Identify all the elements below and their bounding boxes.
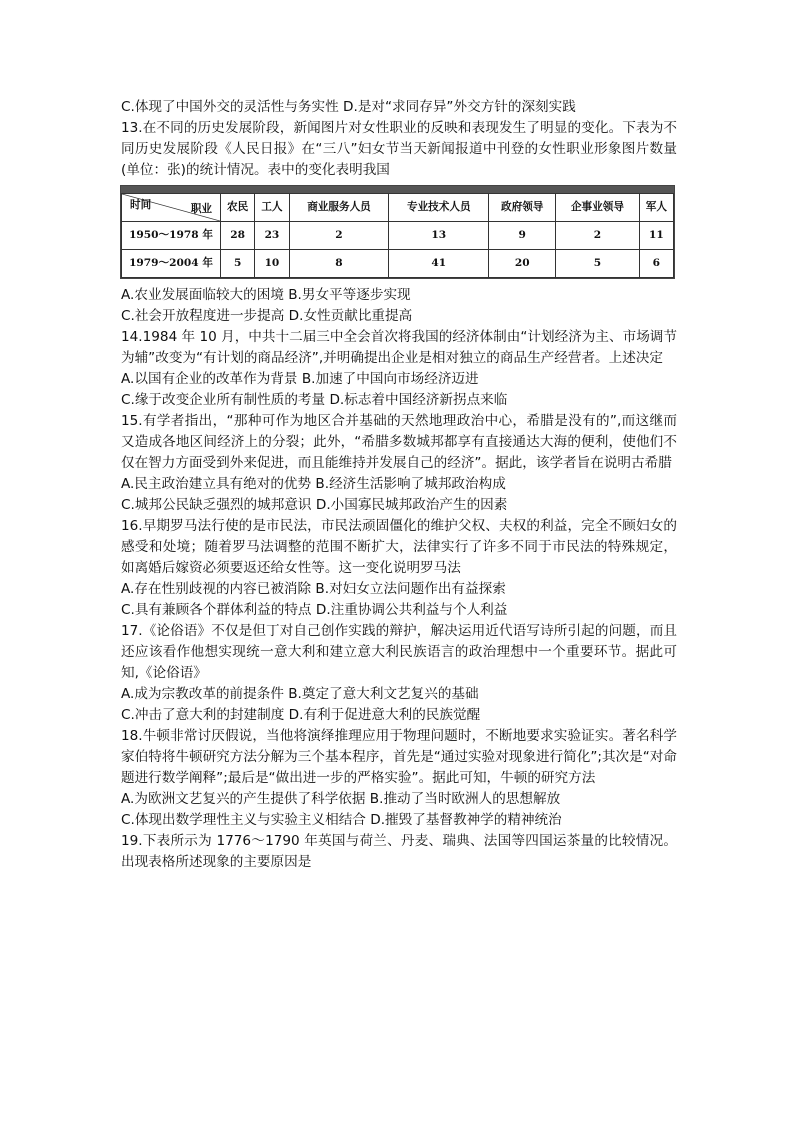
q13-table <box>121 193 674 278</box>
table-cell: 11 <box>639 222 673 250</box>
table-cell: 9 <box>489 222 556 250</box>
q15-options-cd: C.城邦公民缺乏强烈的城邦意识 D.小国寡民城邦政治产生的因素 <box>121 497 508 513</box>
page-content <box>121 97 677 873</box>
q18-options-cd: C.体现出数学理性主义与实验主义相结合 D.摧毁了基督教神学的精神统治 <box>121 812 562 828</box>
q18-options-ab: A.为欧洲文艺复兴的产生提供了科学依据 B.推动了当时欧洲人的思想解放 <box>121 791 561 807</box>
table-cell: 23 <box>255 222 289 250</box>
table-corner-cell <box>122 194 221 222</box>
q14-options-cd: C.缘于改变企业所有制性质的考量 D.标志着中国经济新拐点来临 <box>121 392 508 408</box>
table-cell: 10 <box>255 250 289 278</box>
q16-stem: 16.早期罗马法行使的是市民法，市民法顽固僵化的维护父权、夫权的利益，完全不顾妇女的感受和处境；随着罗马法调整的范围不断扩大，法律实行了许多不同于市民法的特殊规定，如离婚后嫁资必须要返还给女性等。这一变化说明罗马法 <box>121 518 677 576</box>
q14-stem: 14.1984 年 10 月，中共十二届三中全会首次将我国的经济体制由“计划经济为主、市场调节为辅”改变为“有计划的商品经济”,并明确提出企业是相对独立的商品生产经营者。上述决定 <box>121 329 677 366</box>
table-cell: 2 <box>556 222 639 250</box>
q13-options-cd: C.社会开放程度进一步提高 D.女性贡献比重提高 <box>121 308 413 324</box>
table-header: 军人 <box>639 194 673 222</box>
table-cell: 6 <box>639 250 673 278</box>
q13-options-ab: A.农业发展面临较大的困境 B.男女平等逐步实现 <box>121 287 411 303</box>
table-cell: 20 <box>489 250 556 278</box>
table-cell: 5 <box>556 250 639 278</box>
q18-stem: 18.牛顿非常讨厌假说，当他将演绎推理应用于物理问题时，不断地要求实验证实。著名科学家伯特将牛顿研究方法分解为三个基本程序，首先是“通过实验对现象进行简化”;其次是“对命题进行数学阐释”;最后是“做出进一步的严格实验”。据此可知，牛顿的研究方法 <box>121 728 677 786</box>
corner-label-period: 时间 <box>130 199 152 211</box>
q15-stem: 15.有学者指出，“那种可作为地区合并基础的天然地理政治中心，希腊是没有的”,而这继而又造成各地区间经济上的分裂；此外，“希腊多数城邦都享有直接通达大海的便利，使他们不仅在智力方面受到外来促进，而且能维持并发展自己的经济”。据此，该学者旨在说明古希腊 <box>121 413 677 471</box>
q19-stem: 19.下表所示为 1776～1790 年英国与荷兰、丹麦、瑞典、法国等四国运茶量的比较情况。出现表格所述现象的主要原因是 <box>121 833 677 870</box>
q17-stem: 17.《论俗语》不仅是但丁对自己创作实践的辩护，解决运用近代语写诗所引起的问题，而且还应该看作他想实现统一意大利和建立意大利民族语言的政治理想中一个重要环节。据此可知,《论俗语》 <box>121 623 677 681</box>
table-cell: 2 <box>289 222 389 250</box>
q13-stem: 13.在不同的历史发展阶段，新闻图片对女性职业的反映和表现发生了明显的变化。下表为不同历史发展阶段《人民日报》在“三八”妇女节当天新闻报道中刊登的女性职业形象图片数量(单位：张)的统计情况。表中的变化表明我国 <box>121 120 677 178</box>
table-cell: 8 <box>289 250 389 278</box>
table-cell: 28 <box>221 222 255 250</box>
table-cell: 5 <box>221 250 255 278</box>
table-header: 农民 <box>221 194 255 222</box>
table-cell: 13 <box>389 222 489 250</box>
table-row <box>122 222 674 250</box>
table-header: 商业服务人员 <box>289 194 389 222</box>
table-row-period: 1950～1978 年 <box>122 222 221 250</box>
table-header: 专业技术人员 <box>389 194 489 222</box>
q14-options-ab: A.以国有企业的改革作为背景 B.加速了中国向市场经济迈进 <box>121 371 479 387</box>
table-cell: 41 <box>389 250 489 278</box>
table-header: 政府领导 <box>489 194 556 222</box>
q13-table-image <box>120 185 675 279</box>
q17-options-cd: C.冲击了意大利的封建制度 D.有利于促进意大利的民族觉醒 <box>121 707 481 723</box>
q16-options-ab: A.存在性别歧视的内容已被消除 B.对妇女立法问题作出有益探索 <box>121 581 506 597</box>
table-row-period: 1979～2004 年 <box>122 250 221 278</box>
table-header: 工人 <box>255 194 289 222</box>
table-row <box>122 250 674 278</box>
table-header-row <box>122 194 674 222</box>
corner-label-occupation: 职业 <box>190 203 212 215</box>
q15-options-ab: A.民主政治建立具有绝对的优势 B.经济生活影响了城邦政治构成 <box>121 476 506 492</box>
q16-options-cd: C.具有兼顾各个群体利益的特点 D.注重协调公共利益与个人利益 <box>121 602 508 618</box>
q17-options-ab: A.成为宗教改革的前提条件 B.奠定了意大利文艺复兴的基础 <box>121 686 479 702</box>
table-header: 企事业领导 <box>556 194 639 222</box>
q12-options-cd: C.体现了中国外交的灵活性与务实性 D.是对“求同存异”外交方针的深刻实践 <box>121 99 576 115</box>
